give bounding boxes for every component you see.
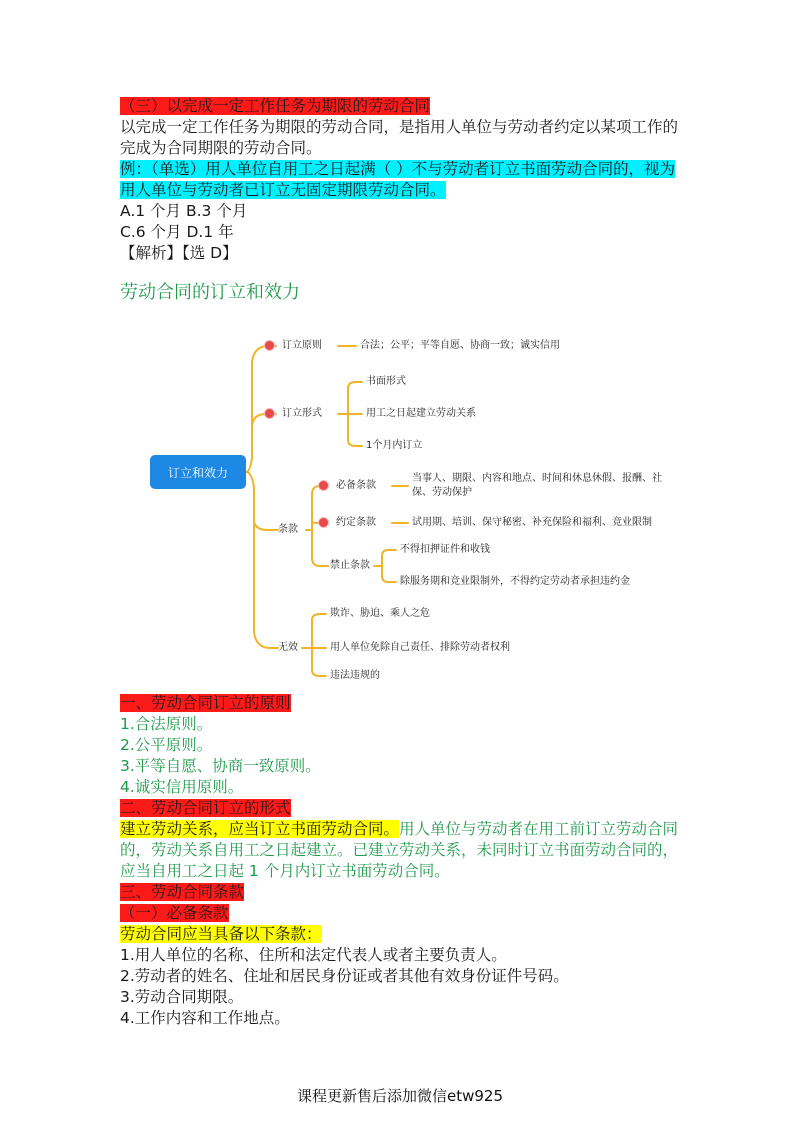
principle-item: 2.公平原则。 [120,736,213,754]
answer: 【解析】【选 D】 [120,244,238,262]
clause-item: 4.工作内容和工作地点。 [120,1009,290,1027]
clauses-title: 三、劳动合同条款 [120,883,245,901]
clause-item: 3.劳动合同期限。 [120,988,244,1006]
branch-invalid: 无效 [278,642,298,653]
invalid-item: 违法违规的 [330,670,380,681]
banned-item: 不得扣押证件和收钱 [400,544,490,555]
section-principles [120,693,690,798]
branch-marker-icon [264,408,275,419]
mindmap-root: 订立和效力 [150,455,246,489]
required-text-1: 当事人、期限、内容和地点、时间和休息休假、报酬、社 [412,473,662,484]
clause-item: 1.用人单位的名称、住所和法定代表人或者主要负责人。 [120,946,507,964]
footer: 课程更新售后添加微信etw925 [296,1087,503,1105]
document-page [120,96,690,1029]
principles-title: 一、劳动合同订立的原则 [120,694,291,712]
branch-marker-icon [318,517,329,528]
branch-principles: 订立原则 [282,340,322,351]
form-item: 用工之日起建立劳动关系 [366,408,476,419]
principle-item: 3.平等自愿、协商一致原则。 [120,757,321,775]
clause-required: 必备条款 [336,480,376,491]
invalid-item: 欺诈、胁迫、乘人之危 [330,608,430,619]
section-form [120,798,690,882]
form-paragraph: 建立劳动关系，应当订立书面劳动合同。用人单位与劳动者在用工前订立劳动合同的，劳动关系自用工之日起建立。已建立劳动关系，未同时订立书面劳动合同的，应当自用工之日起 1 个月内订立书面劳动合同。 [120,820,679,880]
desc-paragraph: 以完成一定工作任务为期限的劳动合同，是指用人单位与劳动者约定以某项工作的完成为合同期限的劳动合同。 [120,118,679,157]
section-title: 劳动合同的订立和效力 [120,282,300,303]
branch-marker-icon [318,480,329,491]
invalid-item: 用人单位免除自己责任、排除劳动者权利 [330,642,510,653]
principles-text: 合法；公平；平等自愿、协商一致；诚实信用 [360,340,560,351]
form-title: 二、劳动合同订立的形式 [120,799,291,817]
required-text-2: 保、劳动保护 [412,487,472,498]
clauses-lead: 劳动合同应当具备以下条款： [120,925,322,943]
branch-marker-icon [264,340,275,351]
form-item: 1个月内订立 [366,440,423,451]
agreed-text: 试用期、培训、保守秘密、补充保险和福利、竞业限制 [412,517,652,528]
section-clauses [120,882,690,1029]
principle-item: 1.合法原则。 [120,715,213,733]
mindmap-connectors [116,318,676,678]
clause-banned: 禁止条款 [330,560,370,571]
options-ab: A.1 个月 B.3 个月 [120,202,248,220]
branch-clauses: 条款 [278,524,298,535]
options-cd: C.6 个月 D.1 年 [120,223,234,241]
example-question: 例：（单选）用人单位自用工之日起满（ ）不与劳动者订立书面劳动合同的，视为用人单位与劳动者已订立无固定期限劳动合同。 [120,160,676,199]
branch-form: 订立形式 [282,408,322,419]
banned-item: 除服务期和竞业限制外，不得约定劳动者承担违约金 [400,576,630,587]
mindmap [116,318,676,681]
heading-3: （三）以完成一定工作任务为期限的劳动合同 [120,97,431,115]
principle-item: 4.诚实信用原则。 [120,778,244,796]
clause-item: 2.劳动者的姓名、住址和居民身份证或者其他有效身份证件号码。 [120,967,569,985]
form-item: 书面形式 [366,376,406,387]
clause-agreed: 约定条款 [336,517,376,528]
clauses-subtitle: （一）必备条款 [120,904,229,922]
